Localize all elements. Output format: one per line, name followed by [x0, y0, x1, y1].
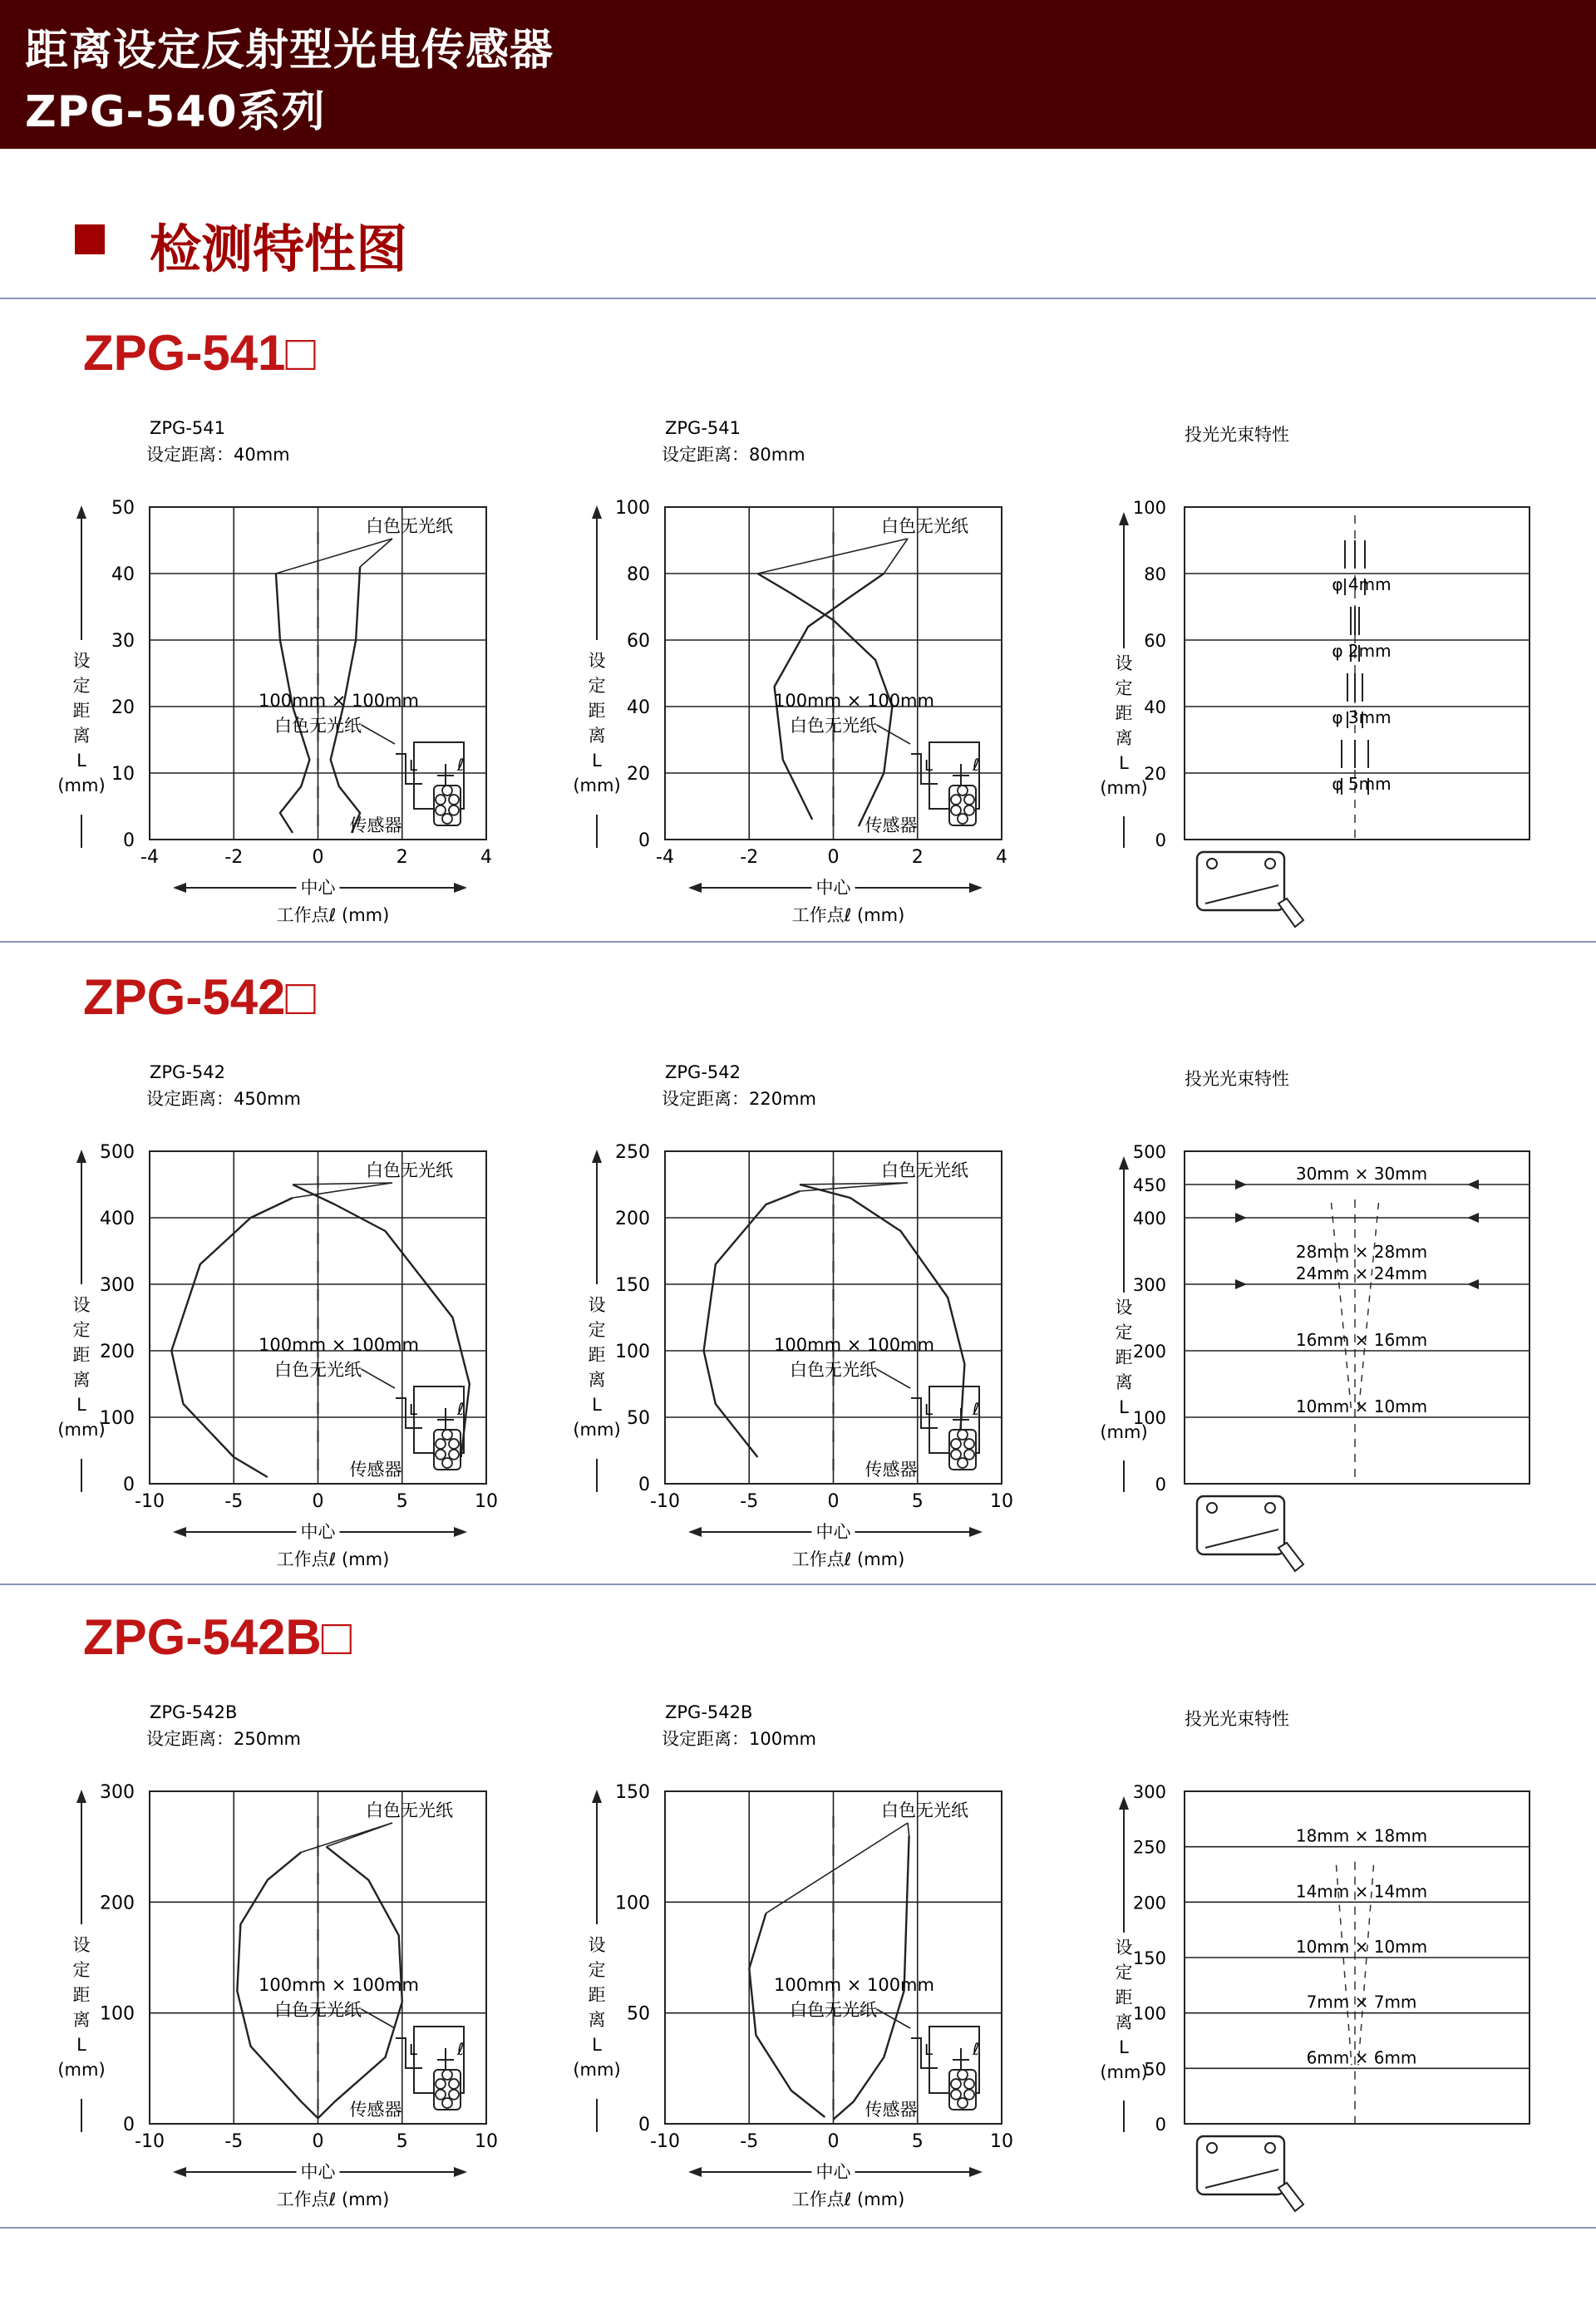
x-tick-label: 0 — [827, 847, 840, 868]
x-tick-label: -4 — [140, 847, 159, 868]
beam-size-label: 10mm × 10mm — [1295, 1937, 1428, 1957]
x-tick-label: 5 — [911, 1491, 924, 1512]
y-axis-label-char: 定 — [72, 1320, 91, 1340]
y-axis-label-char: 定 — [588, 1960, 606, 1980]
y-axis-label-char: 距 — [1115, 1347, 1133, 1367]
y-tick-label: 500 — [100, 1142, 135, 1163]
y-tick-label: 30 — [111, 631, 135, 652]
target-material-label: 白色无光纸 — [790, 716, 877, 736]
arrow-left-icon — [1467, 1279, 1479, 1289]
ell-label: ℓ — [457, 1399, 465, 1419]
callout-leader-line — [908, 1823, 909, 1835]
center-label: 中心 — [815, 1522, 851, 1542]
target-material-label: 白色无光纸 — [790, 1360, 877, 1380]
beam-y-tick-label: 300 — [1132, 1782, 1166, 1802]
chart-setting-label: 设定距离：40mm — [146, 445, 290, 465]
ell-label: ℓ — [457, 755, 465, 775]
y-tick-label: 200 — [615, 1209, 650, 1229]
target-size-label: 100mm × 100mm — [259, 1335, 419, 1355]
y-axis-label-char: 设 — [588, 1935, 606, 1955]
x-tick-label: -5 — [224, 1491, 244, 1512]
white-paper-callout: 白色无光纸 — [366, 1160, 453, 1180]
y-axis-label-char: L — [76, 1395, 86, 1415]
y-tick-label: 300 — [100, 1275, 135, 1296]
beam-y-tick-label: 20 — [1144, 764, 1166, 784]
center-label: 中心 — [300, 878, 336, 898]
beam-size-label: 28mm × 28mm — [1295, 1242, 1428, 1262]
sensor-label: 传感器 — [349, 815, 402, 835]
beam-y-tick-label: 100 — [1132, 2003, 1166, 2024]
chart-model-label: ZPG-542B — [665, 1702, 753, 1722]
beam-size-label: φ 5mm — [1332, 774, 1392, 794]
y-tick-label: 20 — [627, 764, 650, 785]
callout-leader-line — [293, 1183, 392, 1185]
x-axis-label: 工作点ℓ (mm) — [791, 2189, 905, 2209]
y-tick-label: 50 — [627, 1408, 650, 1429]
sensor-housing-icon — [1197, 2136, 1284, 2194]
beam-chart-title: 投光光束特性 — [1185, 1069, 1289, 1089]
beam-size-label: φ 3mm — [1332, 707, 1392, 727]
y-axis-label-char: 离 — [1115, 728, 1133, 748]
y-axis-label-char: 离 — [72, 726, 91, 746]
sensor-label: 传感器 — [864, 2100, 918, 2120]
y-axis-label-char: 设 — [72, 1935, 91, 1955]
detection-characteristic-chart — [57, 1700, 582, 2232]
arrow-right-icon — [1235, 1213, 1247, 1223]
detection-curve-2 — [800, 1185, 964, 1444]
detection-curve-2 — [293, 1185, 470, 1457]
y-axis-label-char: 距 — [72, 1345, 91, 1365]
divider — [0, 298, 1596, 299]
target-size-label: 100mm × 100mm — [774, 1975, 934, 1995]
x-tick-label: 0 — [312, 1491, 324, 1512]
beam-y-tick-label: 200 — [1132, 1893, 1166, 1913]
cable-icon — [1278, 899, 1303, 927]
chart-model-label: ZPG-542 — [150, 1062, 225, 1082]
y-axis-label-char: L — [76, 751, 86, 771]
document-title: 距离设定反射型光电传感器 — [25, 26, 554, 76]
y-tick-label: 80 — [627, 564, 650, 585]
x-tick-label: -5 — [740, 2131, 759, 2152]
y-axis-label-char: 距 — [588, 701, 606, 721]
x-tick-label: 0 — [827, 1491, 840, 1512]
y-axis-label-char: L — [1119, 1397, 1129, 1417]
y-axis-label-char: 定 — [72, 1960, 91, 1980]
arrow-left-icon — [173, 1527, 186, 1537]
document-series: ZPG-540系列 — [25, 87, 326, 137]
ell-label: ℓ — [457, 2039, 465, 2059]
callout-leader-line — [766, 1823, 909, 1913]
sensor-label: 传感器 — [864, 1460, 918, 1480]
beam-size-label: 6mm × 6mm — [1306, 2047, 1417, 2068]
arrow-up-icon — [1119, 1156, 1129, 1170]
arrow-up-icon — [592, 1150, 602, 1163]
x-tick-label: 5 — [911, 2131, 924, 2152]
x-tick-label: 10 — [475, 1491, 498, 1512]
sensor-label: 传感器 — [864, 815, 918, 835]
y-axis-label-char: (mm) — [1100, 778, 1148, 798]
y-axis-label-char: 定 — [1115, 1322, 1133, 1342]
L-label: L — [924, 757, 933, 775]
x-tick-label: 0 — [312, 847, 324, 868]
beam-y-tick-label: 80 — [1144, 564, 1166, 584]
y-axis-label-char: 离 — [72, 1370, 91, 1390]
arrow-left-icon — [688, 883, 702, 893]
arrow-up-icon — [1119, 1796, 1129, 1810]
beam-y-tick-label: 500 — [1132, 1142, 1166, 1162]
y-axis-label-char: 定 — [588, 1320, 606, 1340]
target-size-label: 100mm × 100mm — [259, 1975, 419, 1995]
beam-size-label: 30mm × 30mm — [1295, 1164, 1428, 1184]
y-axis-label-char: 距 — [1115, 1987, 1133, 2007]
y-axis-label-char: (mm) — [1100, 1422, 1148, 1442]
arrow-up-icon — [592, 505, 602, 519]
x-tick-label: 5 — [396, 1491, 408, 1512]
y-tick-label: 50 — [111, 498, 135, 519]
x-tick-label: 2 — [396, 847, 408, 868]
beam-size-label: 10mm × 10mm — [1295, 1396, 1428, 1416]
y-axis-label-char: 离 — [1115, 2012, 1133, 2032]
y-tick-label: 40 — [111, 564, 135, 585]
cable-icon — [1278, 2183, 1303, 2211]
callout-leader-line — [362, 2009, 396, 2028]
beam-y-tick-label: 0 — [1155, 2115, 1166, 2135]
y-tick-label: 0 — [123, 1475, 135, 1495]
arrow-right-icon — [454, 2167, 467, 2177]
x-tick-label: -5 — [740, 1491, 759, 1512]
target-size-label: 100mm × 100mm — [774, 691, 934, 711]
y-axis-label-char: L — [592, 1395, 602, 1415]
y-tick-label: 150 — [615, 1275, 650, 1296]
y-axis-label-char: 距 — [588, 1985, 606, 2005]
y-tick-label: 150 — [615, 1782, 650, 1803]
x-tick-label: -10 — [135, 1491, 165, 1512]
chart-model-label: ZPG-541 — [665, 418, 741, 438]
arrow-left-icon — [688, 2167, 702, 2177]
beam-cone-line — [1358, 1203, 1379, 1414]
beam-size-label: 24mm × 24mm — [1295, 1263, 1428, 1283]
beam-characteristic-chart — [1072, 1700, 1588, 2232]
x-axis-label: 工作点ℓ (mm) — [276, 905, 390, 925]
callout-leader-line — [362, 1369, 396, 1388]
x-tick-label: 4 — [996, 847, 1007, 868]
center-label: 中心 — [815, 2162, 851, 2182]
beam-y-tick-label: 40 — [1144, 697, 1166, 717]
y-axis-label-char: 定 — [1115, 1963, 1133, 1982]
y-axis-label-char: 设 — [1115, 1298, 1133, 1317]
y-tick-label: 40 — [627, 697, 650, 718]
x-tick-label: 5 — [396, 2131, 408, 2152]
target-material-label: 白色无光纸 — [274, 1360, 362, 1380]
white-paper-callout: 白色无光纸 — [881, 1800, 968, 1820]
detection-characteristic-chart — [57, 416, 582, 948]
y-tick-label: 400 — [100, 1209, 135, 1229]
model-heading-541: ZPG-541□ — [83, 325, 316, 381]
L-label: L — [409, 2042, 418, 2059]
sensor-label: 传感器 — [349, 2100, 402, 2120]
header-banner — [0, 0, 1596, 149]
ell-label: ℓ — [973, 2039, 980, 2059]
x-tick-label: 10 — [990, 2131, 1013, 2152]
y-tick-label: 100 — [615, 498, 650, 519]
y-axis-label-char: 离 — [588, 1370, 606, 1390]
arrow-left-icon — [1467, 1180, 1479, 1189]
y-axis-label-char: 距 — [588, 1345, 606, 1365]
chart-model-label: ZPG-541 — [150, 418, 225, 438]
sensor-housing-icon — [1197, 852, 1284, 910]
y-axis-label-char: 距 — [72, 701, 91, 721]
sensor-housing-icon — [1197, 1496, 1284, 1554]
y-tick-label: 200 — [100, 1342, 135, 1362]
y-tick-label: 0 — [123, 2115, 135, 2135]
chart-model-label: ZPG-542 — [665, 1062, 741, 1082]
y-tick-label: 10 — [111, 764, 135, 785]
y-axis-label-char: L — [592, 751, 602, 771]
model-heading-542: ZPG-542□ — [83, 969, 316, 1025]
y-tick-label: 0 — [638, 830, 650, 851]
x-axis-label: 工作点ℓ (mm) — [276, 2189, 390, 2209]
L-label: L — [924, 2042, 933, 2059]
y-axis-label-char: 距 — [1115, 703, 1133, 723]
detection-characteristic-chart — [573, 416, 1097, 948]
detection-characteristic-chart — [573, 1060, 1097, 1592]
x-tick-label: -2 — [740, 847, 759, 868]
beam-y-tick-label: 250 — [1132, 1837, 1166, 1858]
chart-setting-label: 设定距离：450mm — [146, 1089, 301, 1109]
beam-y-tick-label: 400 — [1132, 1209, 1166, 1229]
beam-y-tick-label: 300 — [1132, 1275, 1166, 1295]
chart-model-label: ZPG-542B — [150, 1702, 238, 1722]
y-axis-label-char: (mm) — [573, 2060, 621, 2080]
y-tick-label: 60 — [627, 631, 650, 652]
callout-leader-line — [877, 725, 911, 744]
x-tick-label: 10 — [990, 1491, 1013, 1512]
target-material-label: 白色无光纸 — [790, 2000, 877, 2020]
sensor-label: 传感器 — [349, 1460, 402, 1480]
arrow-left-icon — [688, 1527, 702, 1537]
y-axis-label-char: 设 — [588, 1295, 606, 1315]
L-label: L — [924, 1401, 933, 1419]
chart-setting-label: 设定距离：250mm — [146, 1729, 301, 1749]
y-axis-label-char: 设 — [72, 1295, 91, 1315]
x-tick-label: 10 — [475, 2131, 498, 2152]
arrow-left-icon — [173, 2167, 186, 2177]
y-axis-label-char: (mm) — [57, 1420, 106, 1440]
white-paper-callout: 白色无光纸 — [881, 1160, 968, 1180]
y-axis-label-char: 设 — [1115, 1938, 1133, 1958]
arrow-left-icon — [173, 883, 186, 893]
beam-size-label: 7mm × 7mm — [1306, 1992, 1417, 2012]
beam-size-label: φ 2mm — [1332, 641, 1392, 661]
y-axis-label-char: 离 — [588, 2010, 606, 2030]
ell-label: ℓ — [973, 1399, 980, 1419]
center-label: 中心 — [300, 2162, 336, 2182]
y-axis-label-char: 设 — [72, 651, 91, 671]
arrow-right-icon — [1235, 1279, 1247, 1289]
arrow-right-icon — [969, 2167, 983, 2177]
y-axis-label-char: L — [1119, 2037, 1129, 2057]
y-axis-label-char: L — [76, 2035, 86, 2055]
detection-characteristic-chart — [57, 1060, 582, 1592]
beam-y-tick-label: 100 — [1132, 498, 1166, 518]
y-axis-label-char: (mm) — [1100, 2062, 1148, 2082]
y-axis-label-char: 离 — [588, 726, 606, 746]
arrow-right-icon — [969, 883, 983, 893]
y-axis-label-char: (mm) — [573, 1420, 621, 1440]
y-tick-label: 50 — [627, 2003, 650, 2025]
beam-characteristic-chart — [1072, 416, 1588, 948]
square-bullet-icon — [75, 224, 105, 254]
arrow-up-icon — [1119, 512, 1129, 525]
target-size-label: 100mm × 100mm — [259, 691, 419, 711]
arrow-right-icon — [454, 883, 467, 893]
y-tick-label: 0 — [123, 830, 135, 851]
beam-frame — [1185, 1151, 1530, 1484]
white-paper-callout: 白色无光纸 — [366, 1800, 453, 1820]
y-axis-label-char: 定 — [72, 676, 91, 696]
arrow-right-icon — [454, 1527, 467, 1537]
section-title: 检测特性图 — [150, 219, 408, 279]
beam-y-tick-label: 150 — [1132, 1948, 1166, 1968]
x-tick-label: -10 — [650, 2131, 680, 2152]
y-axis-label-char: 距 — [72, 1985, 91, 2005]
beam-y-tick-label: 60 — [1144, 631, 1166, 651]
y-axis-label-char: 定 — [1115, 678, 1133, 698]
callout-leader-line — [362, 725, 396, 744]
target-material-label: 白色无光纸 — [274, 716, 362, 736]
chart-setting-label: 设定距离：220mm — [662, 1089, 816, 1109]
y-axis-label-char: (mm) — [57, 776, 106, 795]
beam-characteristic-chart — [1072, 1060, 1588, 1592]
beam-cone-line — [1332, 1203, 1352, 1414]
beam-y-tick-label: 0 — [1155, 1475, 1166, 1495]
x-tick-label: -4 — [656, 847, 674, 868]
callout-leader-line — [276, 539, 392, 574]
y-axis-label-char: 设 — [1115, 653, 1133, 673]
arrow-left-icon — [1467, 1213, 1479, 1223]
center-label: 中心 — [300, 1522, 336, 1542]
y-tick-label: 100 — [100, 2003, 135, 2025]
y-tick-label: 0 — [638, 2115, 650, 2135]
y-axis-label-char: 定 — [588, 676, 606, 696]
y-tick-label: 100 — [615, 1342, 650, 1362]
x-tick-label: 0 — [827, 2131, 840, 2152]
arrow-up-icon — [76, 1150, 86, 1163]
y-axis-label-char: (mm) — [573, 776, 621, 795]
beam-y-tick-label: 50 — [1144, 2059, 1166, 2080]
arrow-right-icon — [969, 1527, 983, 1537]
x-tick-label: -10 — [135, 2131, 165, 2152]
white-paper-callout: 白色无光纸 — [366, 516, 453, 536]
x-tick-label: -2 — [224, 847, 244, 868]
chart-setting-label: 设定距离：100mm — [662, 1729, 816, 1749]
x-tick-label: 0 — [312, 2131, 324, 2152]
beam-y-tick-label: 0 — [1155, 830, 1166, 850]
arrow-up-icon — [76, 1790, 86, 1803]
y-tick-label: 0 — [638, 1475, 650, 1495]
arrow-up-icon — [592, 1790, 602, 1803]
cable-icon — [1278, 1543, 1303, 1571]
beam-size-label: 16mm × 16mm — [1295, 1330, 1428, 1350]
beam-chart-title: 投光光束特性 — [1185, 425, 1289, 445]
model-heading-542b: ZPG-542B□ — [83, 1609, 352, 1665]
y-axis-label-char: 离 — [1115, 1372, 1133, 1392]
white-paper-callout: 白色无光纸 — [881, 516, 968, 536]
arrow-right-icon — [1235, 1180, 1247, 1189]
y-axis-label-char: L — [592, 2035, 602, 2055]
x-axis-label: 工作点ℓ (mm) — [276, 1549, 390, 1569]
y-tick-label: 100 — [615, 1893, 650, 1914]
x-axis-label: 工作点ℓ (mm) — [791, 1549, 905, 1569]
y-tick-label: 20 — [111, 697, 135, 718]
callout-leader-line — [877, 1369, 911, 1388]
chart-setting-label: 设定距离：80mm — [662, 445, 805, 465]
detection-characteristic-chart — [573, 1700, 1097, 2232]
beam-size-label: 14mm × 14mm — [1295, 1881, 1428, 1902]
y-tick-label: 100 — [100, 1408, 135, 1429]
y-axis-label-char: L — [1119, 753, 1129, 773]
x-tick-label: 4 — [480, 847, 492, 868]
x-tick-label: -10 — [650, 1491, 680, 1512]
beam-chart-title: 投光光束特性 — [1185, 1709, 1289, 1729]
L-label: L — [409, 757, 418, 775]
arrow-up-icon — [76, 505, 86, 519]
beam-y-tick-label: 100 — [1132, 1408, 1166, 1428]
y-axis-label-char: 离 — [72, 2010, 91, 2030]
beam-y-tick-label: 450 — [1132, 1175, 1166, 1195]
beam-size-label: 18mm × 18mm — [1295, 1825, 1428, 1846]
callout-leader-line — [327, 1823, 392, 1847]
y-tick-label: 300 — [100, 1782, 135, 1803]
ell-label: ℓ — [973, 755, 980, 775]
x-tick-label: -5 — [224, 2131, 244, 2152]
x-axis-label: 工作点ℓ (mm) — [791, 905, 905, 925]
x-tick-label: 2 — [911, 847, 924, 868]
y-axis-label-char: 设 — [588, 651, 606, 671]
y-tick-label: 200 — [100, 1893, 135, 1914]
center-label: 中心 — [815, 878, 851, 898]
y-tick-label: 250 — [615, 1142, 650, 1163]
beam-y-tick-label: 200 — [1132, 1342, 1166, 1362]
beam-size-label: φ 4mm — [1332, 574, 1392, 594]
callout-leader-line — [293, 1183, 392, 1198]
target-material-label: 白色无光纸 — [274, 2000, 362, 2020]
L-label: L — [409, 1401, 418, 1419]
target-size-label: 100mm × 100mm — [774, 1335, 934, 1355]
y-axis-label-char: (mm) — [57, 2060, 106, 2080]
